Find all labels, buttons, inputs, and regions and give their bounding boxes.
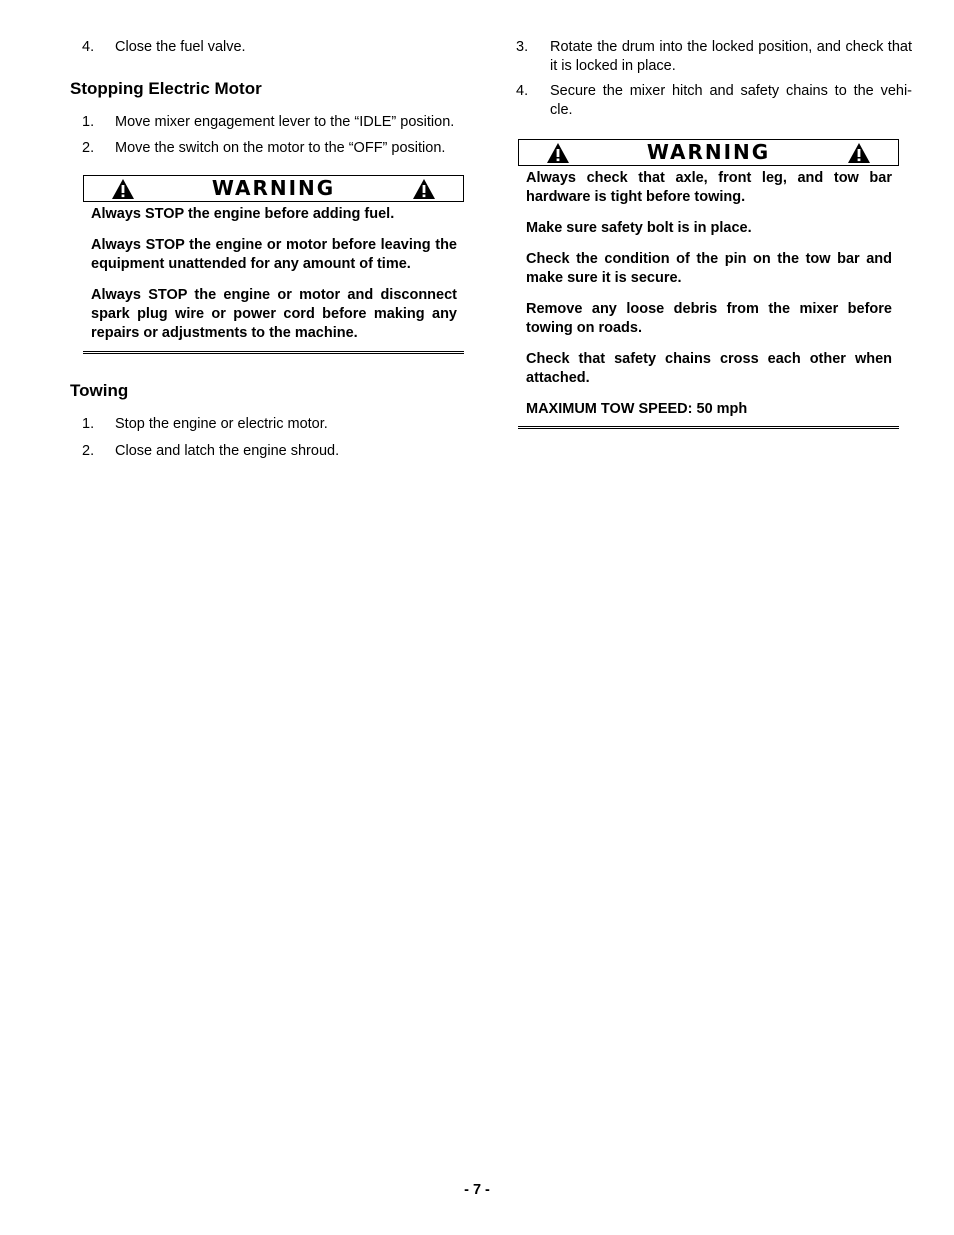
stopping-motor-steps-list xyxy=(70,113,480,158)
warning-line: Remove any loose debris from the mixer before towing on roads. xyxy=(526,301,892,336)
warning-body xyxy=(83,205,464,343)
step-number: 2. xyxy=(82,443,95,459)
list-item xyxy=(70,415,480,434)
step-text: Move mixer engagement lever to the “IDLE” position. xyxy=(115,114,455,130)
step-text: Rotate the drum into the locked position, and check that it is locked in place. xyxy=(550,39,912,74)
warning-line: Make sure safety bolt is in place. xyxy=(526,220,752,236)
warning-line: Always STOP the engine or motor before leaving the equipment unattended for any amount of time. xyxy=(91,237,457,272)
warning-title: WARNING xyxy=(646,140,771,164)
warning-triangle-icon xyxy=(111,178,135,200)
list-item xyxy=(70,442,480,461)
section-heading-towing: Towing xyxy=(70,381,129,400)
warning-title: WARNING xyxy=(211,176,336,200)
step-number: 4. xyxy=(82,39,95,55)
step-text: Move the switch on the motor to the “OFF” position. xyxy=(115,140,446,156)
step-number: 3. xyxy=(516,39,529,55)
warning-line: Check that safety chains cross each other when attached. xyxy=(526,351,892,386)
list-item xyxy=(70,38,480,57)
towing-steps-continued-list xyxy=(516,38,912,120)
step-text: Secure the mixer hitch and safety chains to the vehi- cle. xyxy=(550,83,912,118)
warning-line: Check the condition of the pin on the tow bar and make sure it is secure. xyxy=(526,251,892,286)
warning-body xyxy=(518,169,899,419)
section-heading-stopping-electric-motor: Stopping Electric Motor xyxy=(70,79,262,98)
towing-steps-list xyxy=(70,415,480,461)
list-item xyxy=(516,82,912,120)
warning-triangle-icon xyxy=(847,142,871,164)
page-number: - 7 - xyxy=(464,1182,490,1198)
step-number: 4. xyxy=(516,83,529,99)
warning-header xyxy=(518,139,899,166)
warning-line: Always STOP the engine before adding fuel. xyxy=(91,206,395,222)
warning-box-engine xyxy=(83,175,464,354)
warning-bottom-rule xyxy=(83,351,464,354)
warning-header xyxy=(83,175,464,202)
list-item xyxy=(70,139,480,158)
step-number: 1. xyxy=(82,114,95,130)
warning-triangle-icon xyxy=(412,178,436,200)
warning-line: Always check that axle, front leg, and tow bar hardware is tight before towing. xyxy=(526,170,892,205)
list-item xyxy=(70,113,480,132)
step-text: Close and latch the engine shroud. xyxy=(115,443,340,459)
fuel-steps-list xyxy=(70,38,480,57)
warning-bottom-rule xyxy=(518,426,899,429)
step-number: 2. xyxy=(82,140,95,156)
warning-triangle-icon xyxy=(546,142,570,164)
warning-box-towing xyxy=(518,139,899,429)
step-text: Stop the engine or electric motor. xyxy=(115,416,328,432)
list-item xyxy=(516,38,912,76)
warning-line: MAXIMUM TOW SPEED: 50 mph xyxy=(526,401,748,417)
step-number: 1. xyxy=(82,416,95,432)
step-text: Close the fuel valve. xyxy=(115,39,246,55)
warning-line: Always STOP the engine or motor and disconnect spark plug wire or power cord before making any repairs or adjustments to the machine. xyxy=(91,287,457,341)
